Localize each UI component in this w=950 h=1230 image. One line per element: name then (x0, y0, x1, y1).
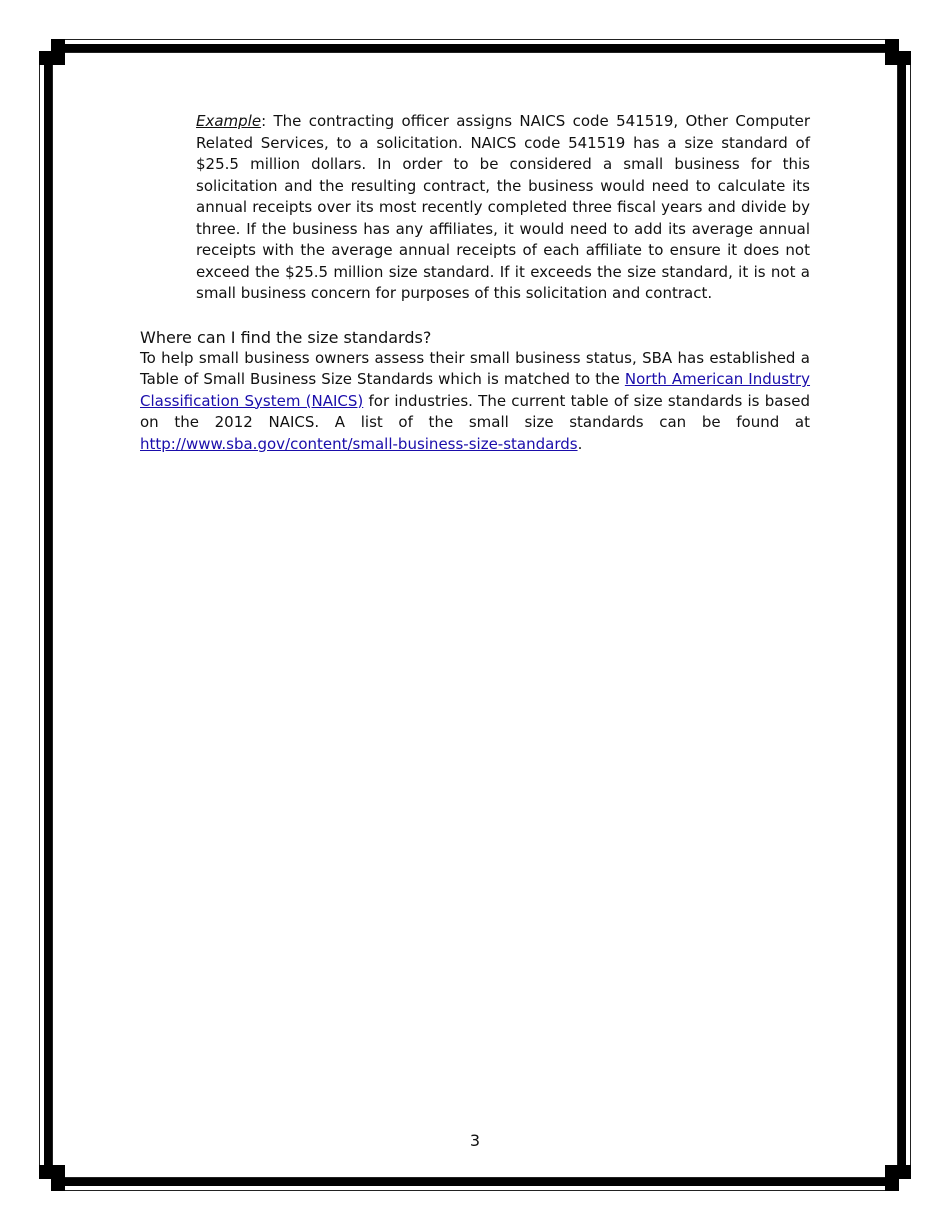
example-label: Example (196, 112, 262, 130)
page-number: 3 (469, 1131, 481, 1150)
border-corner-top-right (885, 39, 911, 65)
border-corner-bottom-left (39, 1165, 65, 1191)
border-corner-top-left (39, 39, 65, 65)
example-text: : The contracting officer assigns NAICS code 541519, Other Computer Related Services, to a solicitation. NAICS code 541519 has a size standard of $25.5 million dollars. In order to be considered a small business for this solicitation and the resulting contract, the business would need to calculate its annual receipts over its most recently completed three fiscal years and divide by three. If the business has any affiliates, it would need to add its average annual receipts with the average annual receipts of each affiliate to ensure it does not exceed the $25.5 million size standard. If it exceeds the size standard, it is not a small business concern for purposes of this solicitation and contract. (196, 112, 810, 302)
example-paragraph (196, 111, 810, 305)
size-standards-paragraph (140, 348, 810, 456)
naics-link[interactable]: North American Industry Classification System (NAICS) (140, 370, 811, 410)
section-heading: Where can I find the size standards? (140, 327, 432, 347)
sba-size-standards-link[interactable]: http://www.sba.gov/content/small-business-size-standards (140, 434, 578, 453)
border-corner-bottom-right (885, 1165, 911, 1191)
paragraph-text-start: To help small business owners assess their small business status, SBA has established a Table of Small Business Size Standards which is matched to the (140, 348, 810, 388)
paragraph-text-end: . (577, 434, 583, 453)
paragraph-text-middle: for industries. The current table of size standards is based on the 2012 NAICS. A list of the small size standards can be found at (140, 391, 810, 431)
document-body (140, 111, 810, 455)
